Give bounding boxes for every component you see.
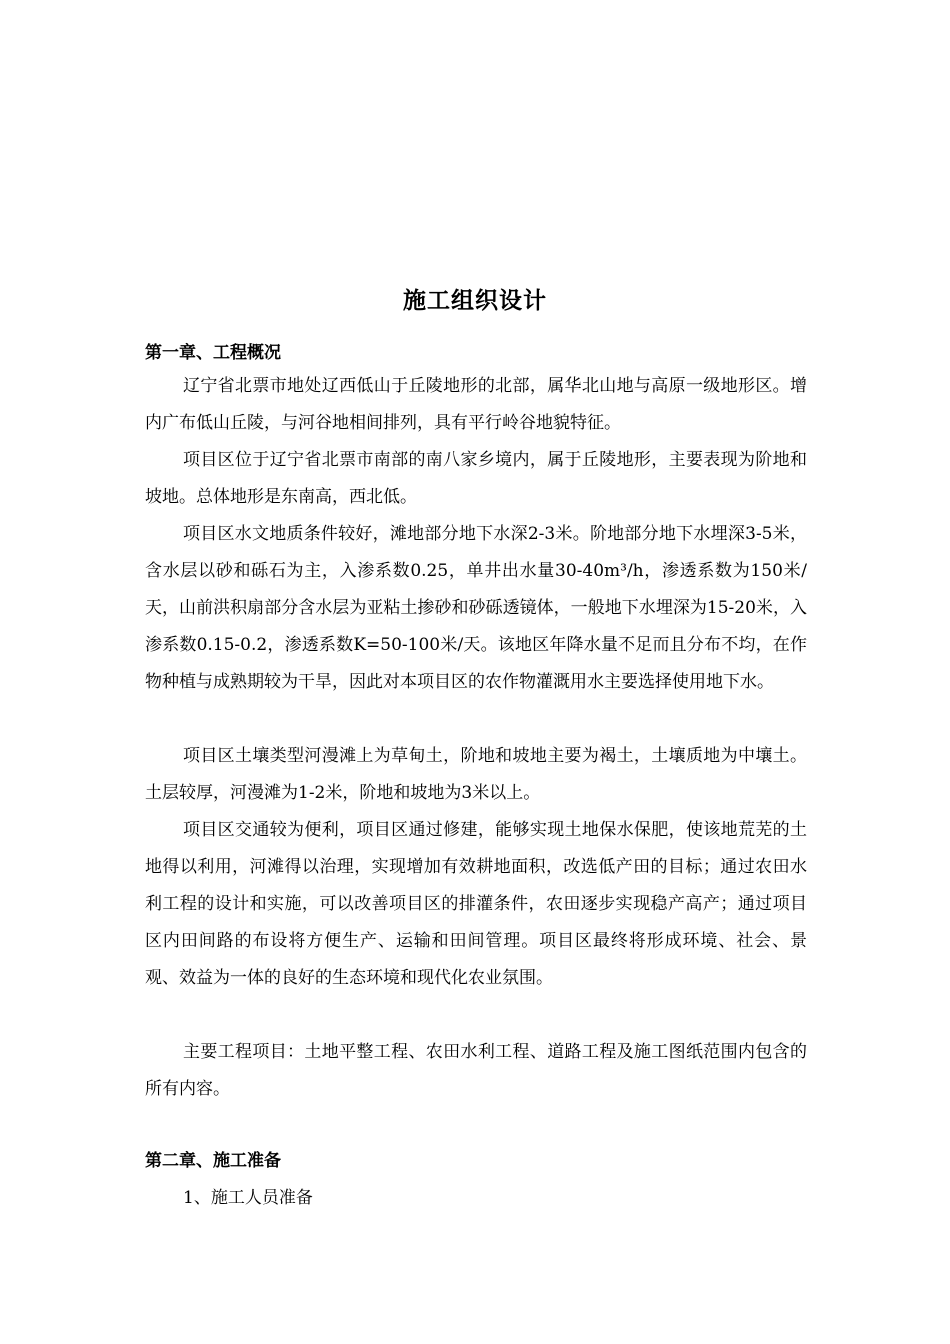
- paragraph-geography: 辽宁省北票市地处辽西低山于丘陵地形的北部，属华北山地与高原一级地形区。增内广布低山丘陵，与河谷地相间排列，具有平行岭谷地貌特征。: [145, 376, 807, 433]
- paragraph-transport: 项目区交通较为便利，项目区通过修建，能够实现土地保水保肥，使该地荒芜的土地得以利用，河滩得以治理，实现增加有效耕地面积，改选低产田的目标；通过农田水利工程的设计和实施，可以改善项目区的排灌条件，农田逐步实现稳产高产；通过项目区内田间路的布设将方便生产、运输和田间管理。项目区最终将形成环境、社会、景观、效益为一体的良好的生态环境和现代化农业氛围。: [145, 820, 807, 988]
- section-item-personnel: 1、施工人员准备: [183, 1188, 313, 1208]
- paragraph-soil: 项目区土壤类型河漫滩上为草甸土，阶地和坡地主要为褐土，土壤质地为中壤土。土层较厚，河漫滩为1-2米，阶地和坡地为3米以上。: [145, 746, 807, 803]
- chapter-1-heading: 第一章、工程概况: [145, 343, 281, 363]
- paragraph-main-works: 主要工程项目：土地平整工程、农田水利工程、道路工程及施工图纸范围内包含的所有内容。: [145, 1042, 807, 1099]
- paragraph-hydrogeology: 项目区水文地质条件较好，滩地部分地下水深2-3米。阶地部分地下水埋深3-5米，含水层以砂和砾石为主，入渗系数0.25，单井出水量30-40m³/h，渗透系数为150米/天，山前洪积扇部分含水层为亚粘土掺砂和砂砾透镜体，一般地下水埋深为15-20米，入渗系数0.15-0.2，渗透系数K=50-100米/天。该地区年降水量不足而且分布不均，在作物种植与成熟期较为干旱，因此对本项目区的农作物灌溉用水主要选择使用地下水。: [145, 524, 807, 692]
- chapter-2-heading: 第二章、施工准备: [145, 1151, 281, 1171]
- document-title: 施工组织设计: [403, 287, 547, 314]
- paragraph-location: 项目区位于辽宁省北票市南部的南八家乡境内，属于丘陵地形，主要表现为阶地和坡地。总体地形是东南高，西北低。: [145, 450, 807, 507]
